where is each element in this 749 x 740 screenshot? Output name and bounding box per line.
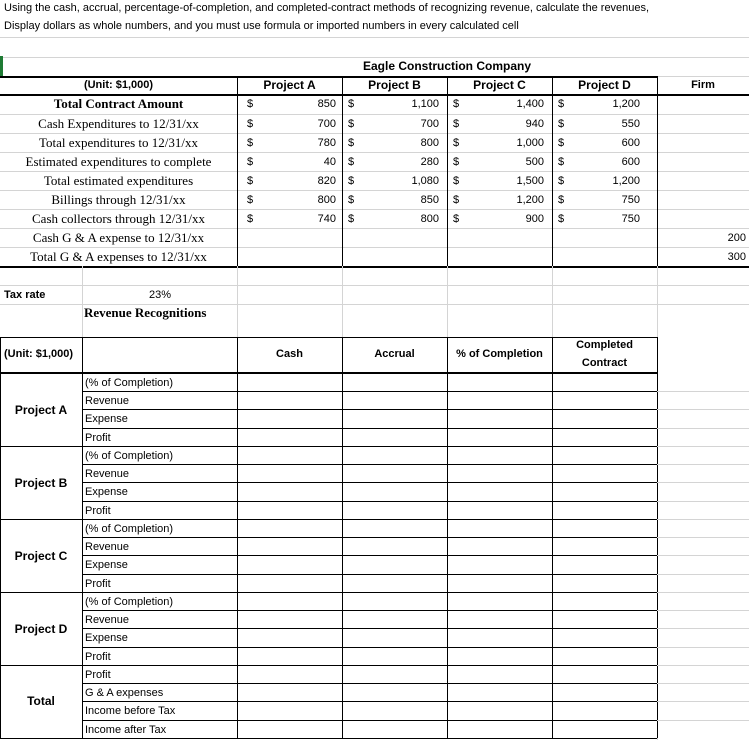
currency: $ (247, 137, 254, 149)
currency: $ (558, 213, 565, 225)
row-label: Cash collectors through 12/31/xx (32, 211, 205, 226)
cell-value[interactable]: 40 (323, 156, 336, 168)
currency: $ (558, 98, 565, 110)
currency: $ (453, 156, 460, 168)
line-label: Profit (85, 578, 111, 590)
rev-unit-label: (Unit: $1,000) (4, 348, 74, 360)
cell-firm[interactable]: 200 (727, 232, 746, 244)
line-label: Profit (85, 505, 111, 517)
cell-value[interactable]: 800 (420, 213, 439, 225)
currency: $ (247, 194, 254, 206)
currency: $ (348, 156, 355, 168)
currency: $ (453, 175, 460, 187)
currency: $ (247, 175, 254, 187)
cell-value[interactable]: 850 (420, 194, 439, 206)
col-project-c: Project C (473, 78, 526, 92)
currency: $ (558, 118, 565, 130)
col-project-d: Project D (578, 78, 631, 92)
line-label: (% of Completion) (85, 523, 174, 535)
row-label: Total estimated expenditures (43, 173, 194, 188)
cell-value[interactable]: 1,200 (612, 98, 640, 110)
currency: $ (453, 98, 460, 110)
currency: $ (453, 118, 460, 130)
currency: $ (247, 213, 254, 225)
currency: $ (247, 156, 254, 168)
company-title: Eagle Construction Company (362, 59, 532, 73)
currency: $ (348, 213, 355, 225)
currency: $ (348, 118, 355, 130)
row-label: Total G & A expenses to 12/31/xx (30, 249, 207, 264)
cell-value[interactable]: 900 (525, 213, 544, 225)
col-project-b: Project B (368, 78, 421, 92)
cell-value[interactable]: 1,400 (516, 98, 544, 110)
currency: $ (348, 175, 355, 187)
currency: $ (453, 213, 460, 225)
currency: $ (453, 194, 460, 206)
cell-value[interactable]: 800 (420, 137, 439, 149)
cell-value[interactable]: 750 (621, 194, 640, 206)
instruction-line-2: Display dollars as whole numbers, and you must use formula or imported numbers in every calculated cell (4, 20, 519, 32)
unit-label: (Unit: $1,000) (83, 79, 154, 91)
row-label: Estimated expenditures to complete (25, 154, 212, 169)
cell-value[interactable]: 750 (621, 213, 640, 225)
cell-value[interactable]: 820 (317, 175, 336, 187)
cell-value[interactable]: 780 (317, 137, 336, 149)
line-label: Revenue (85, 395, 130, 407)
rev-col-accrual: Accrual (374, 348, 415, 360)
row-label: Total expenditures to 12/31/xx (38, 135, 199, 150)
cell-value[interactable]: 1,200 (612, 175, 640, 187)
cell-value[interactable]: 800 (317, 194, 336, 206)
row-label: Cash Expenditures to 12/31/xx (38, 116, 199, 131)
line-label: Revenue (85, 614, 130, 626)
revenue-title: Revenue Recognitions (84, 305, 207, 320)
line-label: Expense (85, 632, 128, 644)
total-name: Total (27, 694, 55, 708)
currency: $ (348, 98, 355, 110)
cell-value[interactable]: 1,000 (516, 137, 544, 149)
tax-rate-label: Tax rate (4, 289, 46, 301)
cell-value[interactable]: 700 (317, 118, 336, 130)
line-label: Profit (85, 432, 111, 444)
line-label: Expense (85, 413, 128, 425)
cell-value[interactable]: 1,500 (516, 175, 544, 187)
currency: $ (348, 194, 355, 206)
cell-value[interactable]: 1,080 (411, 175, 439, 187)
line-label: (% of Completion) (85, 596, 174, 608)
rev-col-contract: Contract (581, 357, 628, 369)
currency: $ (558, 175, 565, 187)
line-label: G & A expenses (85, 687, 164, 699)
cell-firm[interactable]: 300 (727, 251, 746, 263)
currency: $ (558, 137, 565, 149)
cell-value[interactable]: 500 (525, 156, 544, 168)
cell-value[interactable]: 600 (621, 137, 640, 149)
cell-value[interactable]: 550 (621, 118, 640, 130)
line-label: Revenue (85, 468, 130, 480)
project-name: Project A (14, 403, 68, 417)
tax-rate-value[interactable]: 23% (148, 289, 172, 301)
col-firm: Firm (691, 79, 715, 91)
currency: $ (558, 194, 565, 206)
cell-value[interactable]: 850 (317, 98, 336, 110)
line-label: Profit (85, 651, 111, 663)
line-label: Revenue (85, 541, 130, 553)
line-label: Profit (85, 669, 111, 681)
line-label: Income after Tax (85, 724, 167, 736)
col-project-a: Project A (263, 78, 316, 92)
row-label: Total Contract Amount (53, 96, 184, 111)
cell-value[interactable]: 1,100 (411, 98, 439, 110)
cell-value[interactable]: 1,200 (516, 194, 544, 206)
cell-value[interactable]: 940 (525, 118, 544, 130)
currency: $ (453, 137, 460, 149)
line-label: Income before Tax (85, 705, 176, 717)
line-label: Expense (85, 559, 128, 571)
rev-col-completed: Completed (576, 339, 633, 351)
currency: $ (247, 118, 254, 130)
line-label: Expense (85, 486, 128, 498)
instruction-line-1: Using the cash, accrual, percentage-of-completion, and completed-contract methods of recognizing revenue, calculate the revenues, (4, 2, 650, 14)
project-name: Project D (14, 622, 68, 636)
row-label: Billings through 12/31/xx (51, 192, 186, 207)
instruction-divider (0, 37, 749, 38)
rev-col-cash: Cash (276, 348, 303, 360)
cell-value[interactable]: 700 (420, 118, 439, 130)
currency: $ (558, 156, 565, 168)
cell-value[interactable]: 740 (317, 213, 336, 225)
cell-value[interactable]: 600 (621, 156, 640, 168)
line-label: (% of Completion) (85, 450, 174, 462)
currency: $ (348, 137, 355, 149)
row-label: Cash G & A expense to 12/31/xx (32, 230, 205, 245)
project-name: Project B (14, 476, 68, 490)
line-label: (% of Completion) (85, 377, 174, 389)
currency: $ (247, 98, 254, 110)
project-name: Project C (14, 549, 68, 563)
cell-value[interactable]: 280 (420, 156, 439, 168)
rev-col-poc: % of Completion (456, 348, 543, 360)
